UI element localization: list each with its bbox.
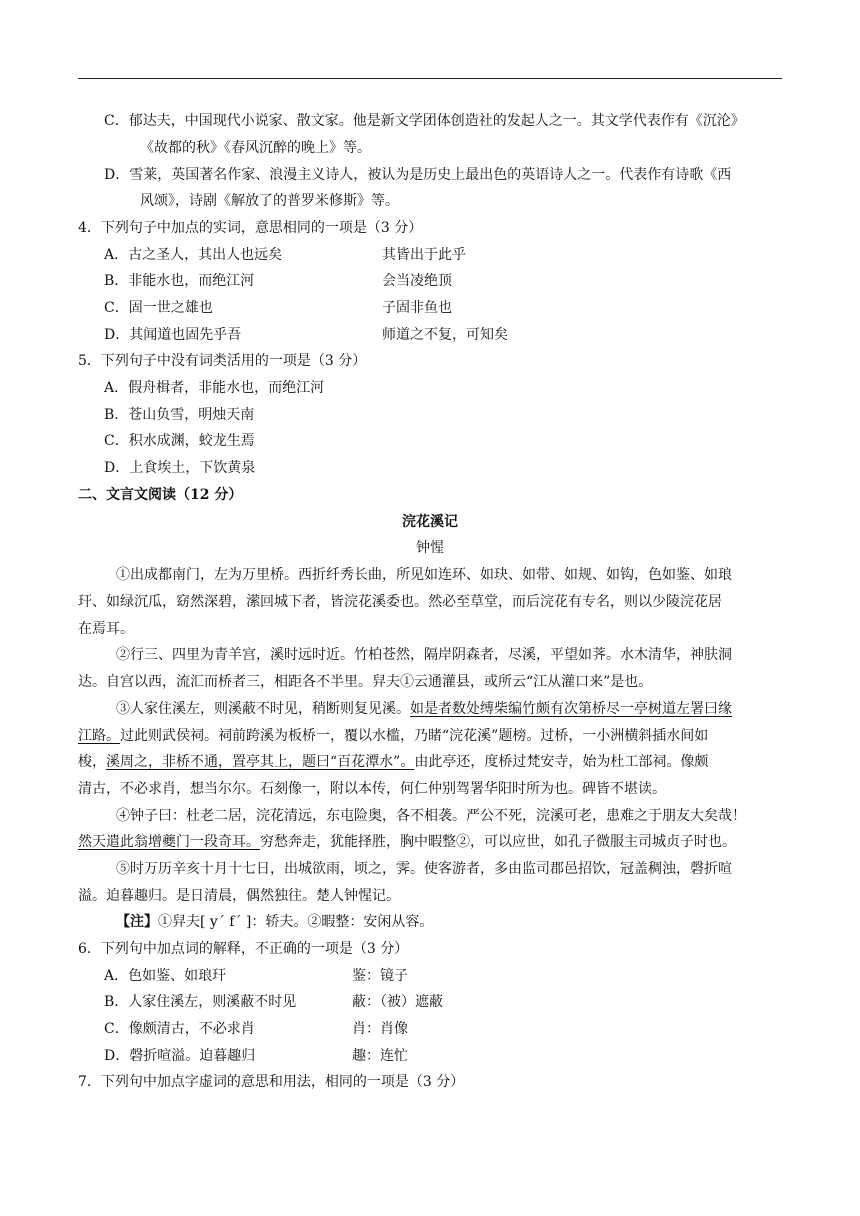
- q5-option-d: D．上食埃土，下饮黄泉: [104, 460, 256, 476]
- p5-line1: ⑤时万历辛亥十月十七日，出城欲雨，顷之，霁。使客游者，多由监司郡邑招饮，冠盖稠浊，磬折喧: [116, 861, 732, 877]
- q4-option-d-left: D．其闻道也固先乎吾: [104, 327, 242, 343]
- p2-line1: ②行三、四里为青羊宫，溪时远时近。竹柏苍然，隔岸阴森者，尽溪，平望如荠。水木清华，神肤洞: [116, 647, 732, 663]
- q6-option-c-right: 肖：肖像: [352, 1021, 408, 1037]
- q4-option-c-left: C．固一世之雄也: [104, 300, 213, 316]
- p3-line1-plain: ③人家住溪左，则溪蔽不时见，稍断则复见溪。: [116, 701, 410, 717]
- q7-stem: 7．下列句中加点字虚词的意思和用法，相同的一项是（3 分）: [78, 1074, 465, 1090]
- q5-option-b: B．苍山负雪，明烛天南: [104, 407, 255, 423]
- q5-option-c: C．积水成渊，蛟龙生焉: [104, 433, 255, 449]
- p1-line1: ①出成都南门，左为万里桥。西折纤秀长曲，所见如连环、如玦、如带、如规、如钩，色如鉴、如琅: [116, 567, 732, 583]
- q4-option-b-left: B．非能水也，而绝江河: [104, 273, 255, 289]
- q4-option-a-right: 其皆出于此乎: [382, 247, 466, 263]
- q6-option-b-left: B．人家住溪左，则溪蔽不时见: [104, 994, 297, 1010]
- q4-option-a-left: A．古之圣人，其出人也远矣: [104, 247, 283, 263]
- q6-option-b-right: 蔽：（被）遮蔽: [352, 994, 443, 1010]
- q6-option-d-left: D．磬折喧溢。迫暮趣归: [104, 1048, 256, 1064]
- q6-option-a-left: A．色如鉴、如琅玕: [104, 968, 227, 984]
- q4-stem: 4．下列句子中加点的实词，意思相同的一项是（3 分）: [78, 220, 423, 236]
- p3-line2-underlined: 江路。: [78, 728, 120, 744]
- q3-option-c-line2: 《故都的秋》《春风沉醉的晚上》等。: [140, 140, 371, 156]
- q4-option-c-right: 子固非鱼也: [382, 300, 452, 316]
- p3-line1-underlined: 如是者数处缚柴编竹颇有次第桥尽一亭树道左署曰缘: [410, 701, 732, 717]
- p1-line2: 玕、如绿沉瓜，窈然深碧，潆回城下者，皆浣花溪委也。然必至草堂，而后浣花有专名，则以少陵浣花居: [78, 594, 722, 610]
- q4-option-d-right: 师道之不复，可知矣: [382, 327, 508, 343]
- passage-author: 钟惺: [416, 540, 444, 556]
- passage-title: 浣花溪记: [402, 514, 458, 530]
- q3-option-d-line1: D．雪莱，英国著名作家、浪漫主义诗人，被认为是历史上最出色的英语诗人之一。代表作有诗歌《西: [104, 167, 732, 183]
- q3-option-c-line1: C．郁达夫，中国现代小说家、散文家。他是新文学团体创造社的发起人之一。其文学代表作有《沉沦》: [104, 113, 745, 129]
- q5-option-a: A．假舟楫者，非能水也，而绝江河: [104, 380, 325, 396]
- section-heading: 二、文言文阅读（12 分）: [78, 487, 243, 503]
- q6-stem: 6．下列句中加点词的解释，不正确的一项是（3 分）: [78, 941, 409, 957]
- p5-line2: 溢。迫暮趣归。是日清晨，偶然独往。楚人钟惺记。: [78, 888, 400, 904]
- footnote: [116, 913, 433, 931]
- p3-line3-plain-b: 由此亭还，度桥过梵安寺，始为杜工部祠。像颇: [414, 754, 709, 770]
- p4-line2-underlined: 然天遣此翁增夔门一段奇耳。: [78, 834, 260, 850]
- header-rule: [78, 78, 782, 79]
- q6-option-a-right: 鉴：镜子: [352, 968, 408, 984]
- footnote-text: ①舁夫[ y´ fˊ ]：轿夫。②暇整：安闲从容。: [158, 914, 434, 930]
- p3-line4: 清古，不必求肖，想当尔尔。石刻像一，附以本传，何仁仲别驾署华阳时所为也。碑皆不堪读。: [78, 781, 666, 797]
- q6-option-d-right: 趣：连忙: [352, 1048, 408, 1064]
- p3-line3: [78, 753, 708, 771]
- q5-stem: 5．下列句子中没有词类活用的一项是（3 分）: [78, 353, 367, 369]
- q3-option-d-line2: 风颂》，诗剧《解放了的普罗米修斯》等。: [140, 193, 399, 209]
- p1-line3: 在焉耳。: [78, 621, 134, 637]
- footnote-label: 【注】: [116, 914, 158, 930]
- p3-line1: [116, 700, 732, 718]
- p3-line2: [78, 727, 708, 745]
- p3-line2-plain: 过此则武侯祠。祠前跨溪为板桥一，覆以水槛，乃睹“浣花溪”题榜。过桥，一小洲横斜插水间如: [120, 728, 709, 744]
- p4-line2-plain: 穷愁奔走，犹能择胜，胸中暇整②，可以应世，如孔子微服主司城贞子时也。: [260, 834, 736, 850]
- p2-line2: 达。自宫以西，流汇而桥者三，相距各不半里。舁夫①云通灌县，或所云“江从灌口来”是也。: [78, 674, 653, 690]
- q4-option-b-right: 会当凌绝顶: [382, 273, 452, 289]
- p3-line3-plain-a: 梭，: [78, 754, 106, 770]
- p4-line2: [78, 833, 736, 851]
- p3-line3-underlined: 溪周之，非桥不通，置亭其上，题曰“百花潭水”。: [106, 754, 415, 770]
- q6-option-c-left: C．像颇清古，不必求肖: [104, 1021, 255, 1037]
- p4-line1: ④钟子曰：杜老二居，浣花清远，东屯险奥，各不相袭。严公不死，浣溪可老，患难之于朋友大矣哉！: [116, 808, 746, 824]
